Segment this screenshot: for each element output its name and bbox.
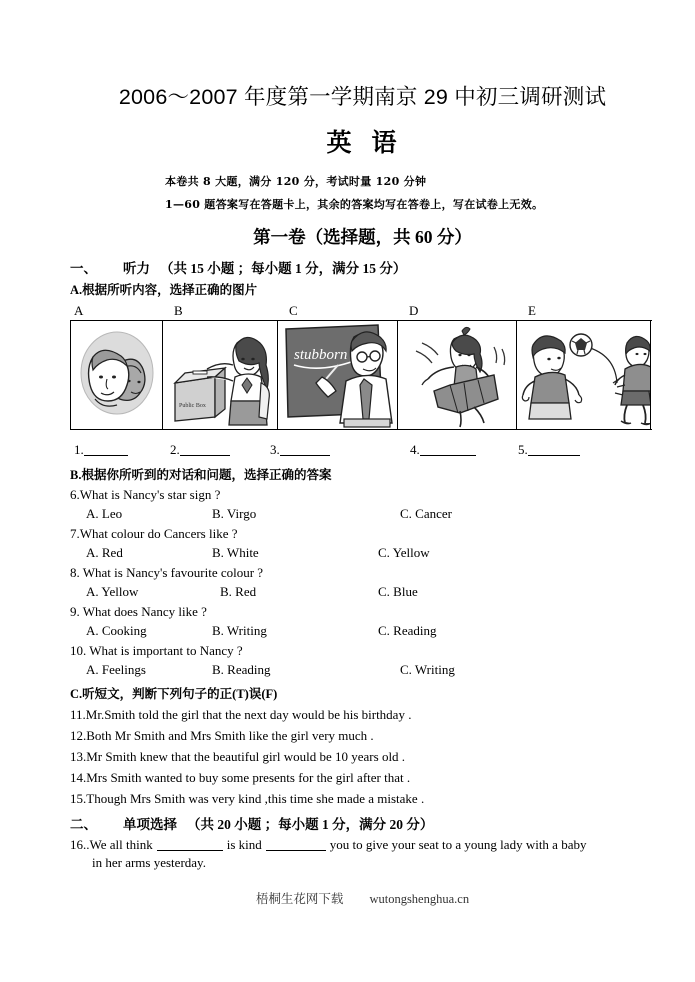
question-7-stem: 7.What colour do Cancers like ? [70,526,238,541]
answer-blank-1-label: 1. [74,442,84,457]
picture-label-d: D [409,303,419,318]
answer-blank-2[interactable] [170,442,230,458]
question-9-stem: 9. What does Nancy like ? [70,604,207,619]
question-10-options [70,662,655,678]
question-6-options [70,506,655,522]
section-two-meta: （共 20 小题 ；每小题 1 分，满分 20 分） [187,817,434,832]
answer-blank-5[interactable] [518,442,580,458]
picture-label-a: A [74,303,84,318]
question-6-stem: 6.What is Nancy's star sign ? [70,487,221,502]
answer-blank-3-label: 3. [270,442,280,457]
question-10-stem: 10. What is important to Nancy ? [70,643,243,658]
boys-playing-football-icon [517,321,651,429]
part-a-heading: A.根据所听内容，选择正确的图片 [70,283,258,297]
picture-label-e: E [528,303,536,318]
teacher-blackboard-icon [278,321,398,429]
donation-box-label: Public Box [179,403,206,409]
blackboard-word: stubborn [294,347,348,363]
question-9-options [70,623,655,639]
question-16-line-2: in her arms yesterday. [92,855,206,870]
answer-blank-1[interactable] [74,442,128,458]
footer-site-cn: 梧桐生花网下载 [255,892,344,906]
section-one-name: 听力 [123,261,150,276]
answer-blank-4[interactable] [410,442,476,458]
question-8-option-c[interactable]: C. Blue [378,584,418,599]
question-8-options [70,584,655,600]
question-7-option-b[interactable]: B. White [212,545,259,560]
section-two-name: 单项选择 [123,817,177,832]
exam-info-line-1: 本卷共 8 大题，满分 120 分，考试时量 120 分钟 [165,175,427,188]
section-one-meta: （共 15 小题 ；每小题 1 分，满分 15 分） [160,261,407,276]
question-10-option-c[interactable]: C. Writing [400,662,455,677]
question-7-option-c[interactable]: C. Yellow [378,545,430,560]
question-7-options [70,545,655,561]
question-9-option-a[interactable]: A. Cooking [86,623,147,638]
question-9-option-c[interactable]: C. Reading [378,623,437,638]
section-two-heading [70,813,655,833]
picture-label-b: B [174,303,183,318]
page-content [70,0,655,907]
statement-11: 11.Mr.Smith told the girl that the next day would be his birthday . [70,707,412,722]
part-b-heading: B.根据你所听到的对话和问题，选择正确的答案 [70,468,332,482]
question-10-option-b[interactable]: B. Reading [212,662,271,677]
twins-portrait-icon [71,321,163,429]
statement-15: 15.Though Mrs Smith was very kind ,this time she made a mistake . [70,791,425,806]
question-6-option-c[interactable]: C. Cancer [400,506,452,521]
picture-labels [70,303,655,320]
question-8-option-a[interactable]: A. Yellow [86,584,139,599]
picture-cell-d [398,321,517,429]
answer-blank-5-label: 5. [518,442,528,457]
answer-blank-4-label: 4. [410,442,420,457]
paper-part-heading: 第一卷（选择题，共 60 分） [253,227,472,247]
girl-donation-box-icon [163,321,278,429]
section-one-number: 一、 [70,261,97,276]
answer-blank-3[interactable] [270,442,330,458]
answer-blank-2-label: 2. [170,442,180,457]
subject-title [70,123,655,159]
picture-label-c: C [289,303,298,318]
picture-cell-b [163,321,278,429]
answer-blank-row [70,442,655,462]
footer-site-url: wutongshenghua.cn [369,892,470,906]
dancing-girl-icon [398,321,517,429]
statement-12: 12.Both Mr Smith and Mrs Smith like the girl very much . [70,728,374,743]
question-10-option-a[interactable]: A. Feelings [86,662,146,677]
question-6-option-a[interactable]: A. Leo [86,506,123,521]
question-8-option-b[interactable]: B. Red [220,584,257,599]
part-c-heading: C.听短文，判断下列句子的正(T)误(F) [70,687,278,701]
section-two-number: 二、 [70,817,97,832]
subject-char-left: 英 [326,130,354,157]
footer-watermark [70,889,655,907]
page-title: 2006～2007 年度第一学期南京 29 中初三调研测试 [118,85,607,109]
picture-cell-e [517,321,651,429]
question-9-option-b[interactable]: B. Writing [212,623,267,638]
picture-table [70,320,652,430]
question-16-part-3: you to give your seat to a young lady with a baby [329,837,587,852]
question-16-part-2: is kind [226,837,262,852]
question-6-option-b[interactable]: B. Virgo [212,506,257,521]
subject-char-right: 语 [371,130,399,157]
question-8-stem: 8. What is Nancy's favourite colour ? [70,565,264,580]
picture-cell-c [278,321,398,429]
section-one-heading [70,257,655,277]
statement-13: 13.Mr Smith knew that the beautiful girl would be 10 years old . [70,749,406,764]
question-16-part-1: 16..We all think [70,837,153,852]
question-16-line-1 [70,837,655,853]
picture-cell-a [71,321,163,429]
exam-info-line-2: 1—60 题答案写在答题卡上，其余的答案均写在答卷上，写在试卷上无效。 [165,198,544,211]
statement-14: 14.Mrs Smith wanted to buy some presents for the girl after that . [70,770,411,785]
question-7-option-a[interactable]: A. Red [86,545,123,560]
